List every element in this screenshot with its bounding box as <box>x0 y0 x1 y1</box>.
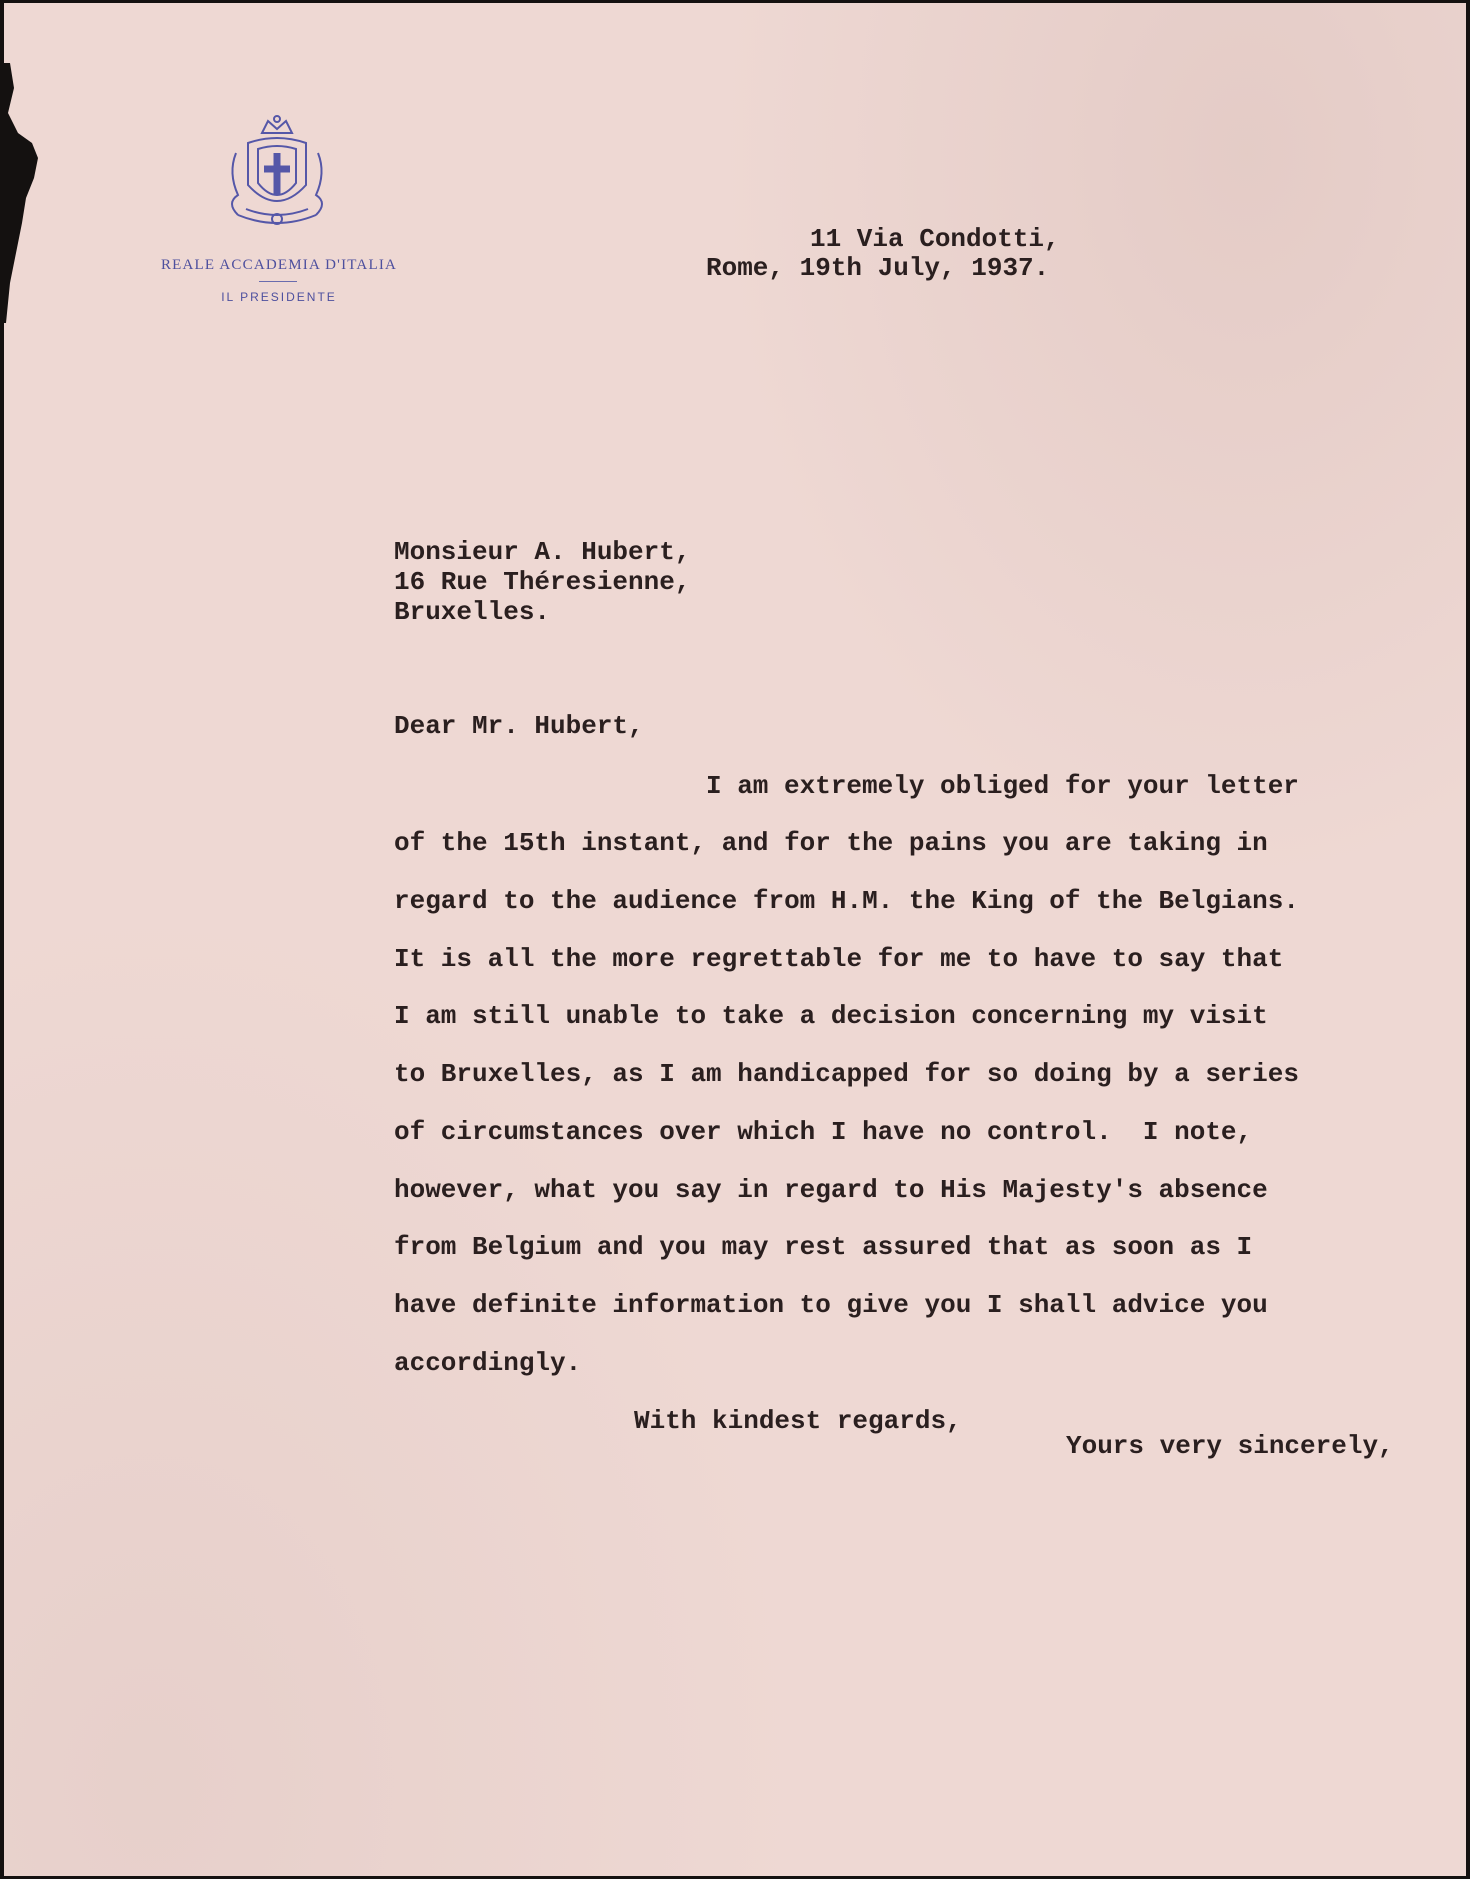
letter-sheet <box>4 3 1466 1876</box>
body-line: I am extremely obliged for your letter <box>706 771 1299 801</box>
body-line: to Bruxelles, as I am handicapped for so doing by a series <box>394 1059 1299 1089</box>
body-line: from Belgium and you may rest assured that as soon as I <box>394 1232 1253 1262</box>
letterhead-divider <box>259 281 297 282</box>
sender-address-date: Rome, 19th July, 1937. <box>706 253 1050 283</box>
body-line: accordingly. <box>394 1348 582 1378</box>
letterhead-office: IL PRESIDENTE <box>221 290 337 304</box>
torn-edge <box>4 63 44 323</box>
recipient-city: Bruxelles. <box>394 597 551 627</box>
closing-valediction: Yours very sincerely, <box>1066 1431 1394 1461</box>
body-line: have definite information to give you I shall advice you <box>394 1290 1268 1320</box>
recipient-street: 16 Rue Théresienne, <box>394 567 691 597</box>
sender-address-street: 11 Via Condotti, <box>810 224 1060 254</box>
body-line: of the 15th instant, and for the pains you are taking in <box>394 828 1268 858</box>
body-line: of circumstances over which I have no control. I note, <box>394 1117 1253 1147</box>
salutation: Dear Mr. Hubert, <box>394 711 644 741</box>
closing-regards: With kindest regards, <box>634 1406 962 1436</box>
coat-of-arms-icon <box>218 113 336 243</box>
body-line: It is all the more regrettable for me to have to say that <box>394 944 1284 974</box>
body-line: regard to the audience from H.M. the King of the Belgians. <box>394 886 1299 916</box>
letterhead-institution: REALE ACCADEMIA D'ITALIA <box>160 257 398 273</box>
recipient-name: Monsieur A. Hubert, <box>394 537 691 567</box>
body-line: however, what you say in regard to His Majesty's absence <box>394 1175 1268 1205</box>
body-line: I am still unable to take a decision concerning my visit <box>394 1001 1268 1031</box>
